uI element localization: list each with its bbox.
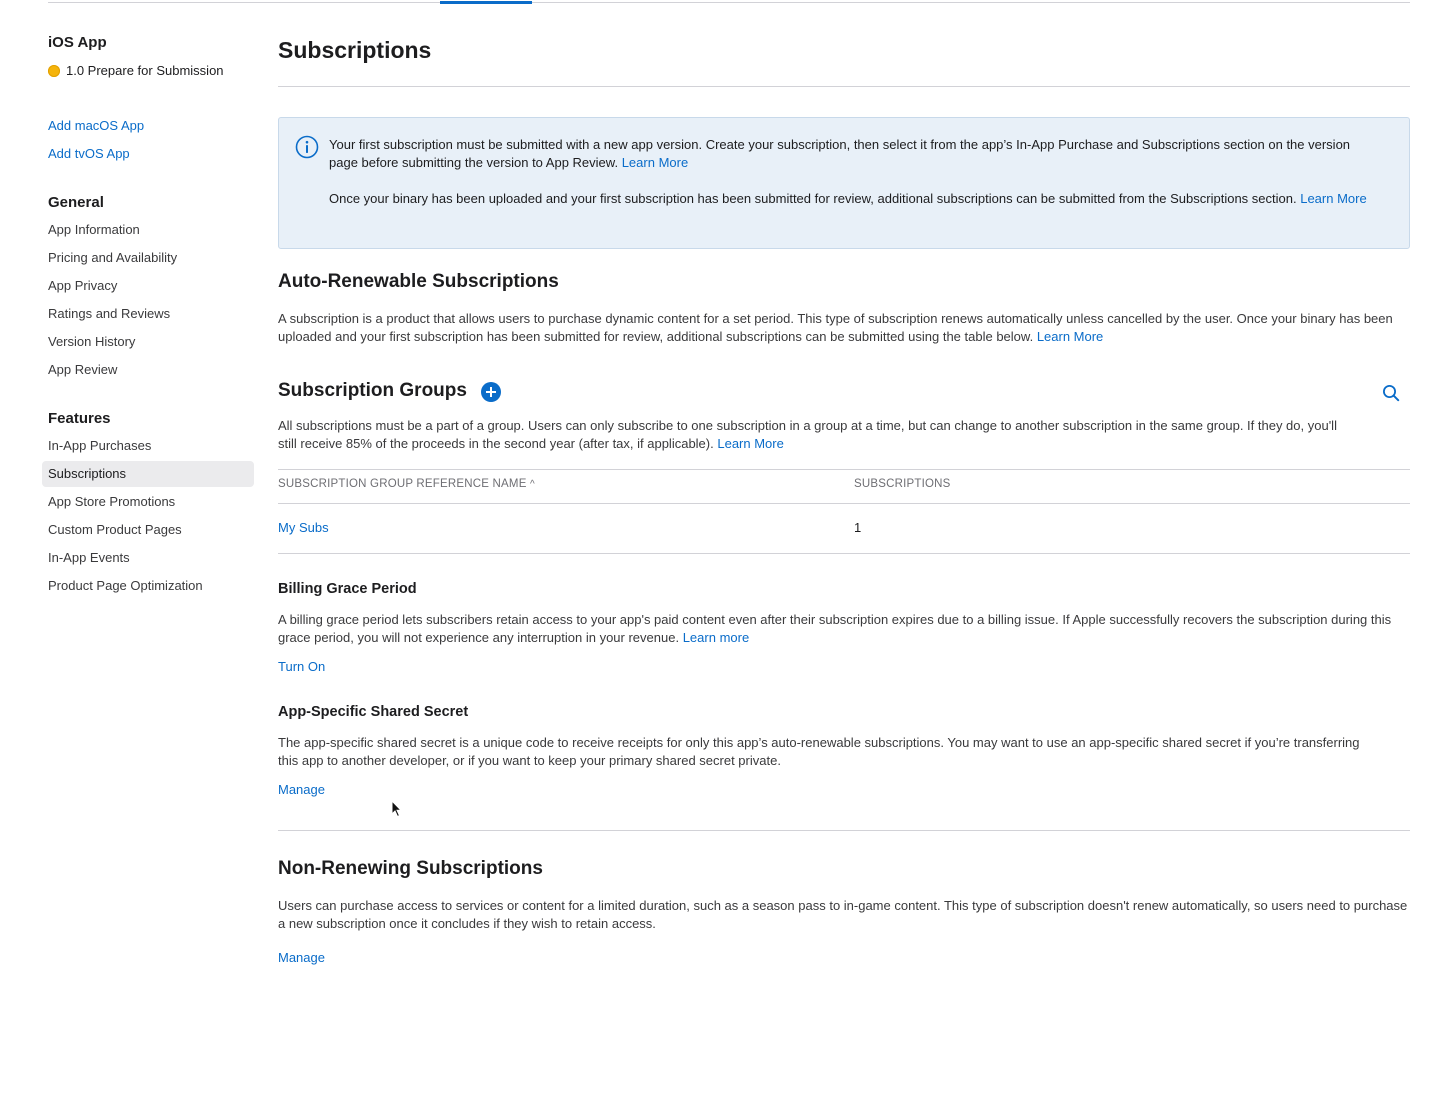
shared-secret-description: The app-specific shared secret is a unique code to receive receipts for only this app’s auto-renewable subscriptions. You may want to use an app-specific shared secret if you’re transferring this app to another developer, or if you want to keep your primary shared secret private. xyxy=(278,735,1360,768)
sidebar-item-subscriptions[interactable]: Subscriptions xyxy=(42,461,254,487)
search-icon[interactable] xyxy=(1382,384,1400,402)
info-icon xyxy=(295,135,319,159)
info-paragraph-2 xyxy=(329,190,1379,208)
info-paragraph-1 xyxy=(329,136,1379,172)
sidebar-item-pricing-and-availability[interactable]: Pricing and Availability xyxy=(48,250,178,265)
billing-grace-period-description xyxy=(278,611,1403,647)
group-row-subscription-count: 1 xyxy=(854,520,862,535)
billing-grace-period-text: A billing grace period lets subscribers retain access to your app's paid content even after their subscription expires due to a billing issue. If Apple successfully recovers the subscription during this grace period, you will not experience any interruption in your revenue. xyxy=(278,612,1392,645)
sidebar-item-app-privacy[interactable]: App Privacy xyxy=(48,278,118,293)
shared-secret-heading: App-Specific Shared Secret xyxy=(278,704,469,720)
auto-renewable-learn-more-link[interactable]: Learn More xyxy=(1036,329,1104,344)
table-top-divider xyxy=(278,469,1410,470)
version-status-label: 1.0 Prepare for Submission xyxy=(66,63,224,78)
section-divider xyxy=(278,830,1410,831)
sidebar-item-in-app-purchases[interactable]: In-App Purchases xyxy=(48,438,152,453)
table-bottom-divider xyxy=(278,553,1410,554)
top-tab-divider xyxy=(48,2,1410,3)
group-row-name-link[interactable]: My Subs xyxy=(278,520,329,535)
info-learn-more-link-2[interactable]: Learn More xyxy=(1300,191,1367,206)
manage-shared-secret-button[interactable]: Manage xyxy=(278,782,325,797)
sort-ascending-icon: ^ xyxy=(529,479,535,490)
sidebar-item-custom-product-pages[interactable]: Custom Product Pages xyxy=(48,522,182,537)
page-title: Subscriptions xyxy=(278,37,432,63)
column-header-reference-name[interactable] xyxy=(278,478,535,490)
auto-renewable-description xyxy=(278,310,1403,346)
manage-non-renewing-button[interactable]: Manage xyxy=(278,950,325,965)
table-header-divider xyxy=(278,503,1410,504)
active-tab-indicator xyxy=(440,1,532,4)
info-learn-more-link-1[interactable]: Learn More xyxy=(621,155,689,170)
subscription-groups-description xyxy=(278,417,1348,453)
sidebar-item-version-history[interactable]: Version History xyxy=(48,334,136,349)
non-renewing-description: Users can purchase access to services or content for a limited duration, such as a season pass to in-game content. This type of subscription doesn't renew automatically, so users need to purchase a new subscription once it concludes if they wish to retain access. xyxy=(278,898,1408,931)
add-macos-app-link[interactable]: Add macOS App xyxy=(48,118,145,133)
sidebar-item-in-app-events[interactable]: In-App Events xyxy=(48,550,130,565)
auto-renewable-text: A subscription is a product that allows users to purchase dynamic content for a set period. This type of subscription renews automatically unless cancelled by the user. Once your binary has been uploaded and your first subscription has been submitted for review, additional subscriptions can be submitted using the table below. xyxy=(278,311,1393,344)
auto-renewable-heading: Auto-Renewable Subscriptions xyxy=(278,271,559,292)
column-header-subscriptions[interactable]: SUBSCRIPTIONS xyxy=(854,478,951,490)
billing-grace-period-heading: Billing Grace Period xyxy=(278,581,417,597)
sidebar-app-title: iOS App xyxy=(48,34,107,51)
sidebar-item-app-review[interactable]: App Review xyxy=(48,362,118,377)
version-status-link[interactable] xyxy=(48,63,224,78)
sidebar-item-app-information[interactable]: App Information xyxy=(48,222,140,237)
status-dot-icon xyxy=(48,65,60,77)
add-tvos-app-link[interactable]: Add tvOS App xyxy=(48,146,130,161)
turn-on-grace-period-button[interactable]: Turn On xyxy=(278,659,326,674)
info-text-2: Once your binary has been uploaded and your first subscription has been submitted for review, additional subscriptions can be submitted from the Subscriptions section. xyxy=(329,191,1297,206)
mouse-cursor-icon xyxy=(391,800,402,818)
sidebar-section-general: General xyxy=(48,194,104,211)
add-subscription-group-button[interactable] xyxy=(481,382,501,402)
title-divider xyxy=(278,86,1410,87)
billing-learn-more-link[interactable]: Learn more xyxy=(682,630,750,645)
info-text-1: Your first subscription must be submitted with a new app version. Create your subscription, then select it from the app’s In-App Purchase and Subscriptions section on the version page before submitting the version to App Review. xyxy=(329,137,1351,170)
sidebar-section-features: Features xyxy=(48,410,111,427)
subscription-groups-text: All subscriptions must be a part of a group. Users can only subscribe to one subscription in a group at a time, but can change to another subscription in the same group. If they do, you'll still receive 85% of the proceeds in the second year (after tax, if applicable). xyxy=(278,418,1337,451)
sidebar-item-product-page-optimization[interactable]: Product Page Optimization xyxy=(48,578,203,593)
info-banner xyxy=(278,117,1410,249)
non-renewing-heading: Non-Renewing Subscriptions xyxy=(278,858,543,879)
subscription-groups-heading: Subscription Groups xyxy=(278,380,467,401)
sidebar-item-app-store-promotions[interactable]: App Store Promotions xyxy=(48,494,176,509)
sidebar-item-ratings-and-reviews[interactable]: Ratings and Reviews xyxy=(48,306,171,321)
column-header-reference-name-label: SUBSCRIPTION GROUP REFERENCE NAME xyxy=(278,478,527,490)
subscription-groups-learn-more-link[interactable]: Learn More xyxy=(717,436,784,451)
